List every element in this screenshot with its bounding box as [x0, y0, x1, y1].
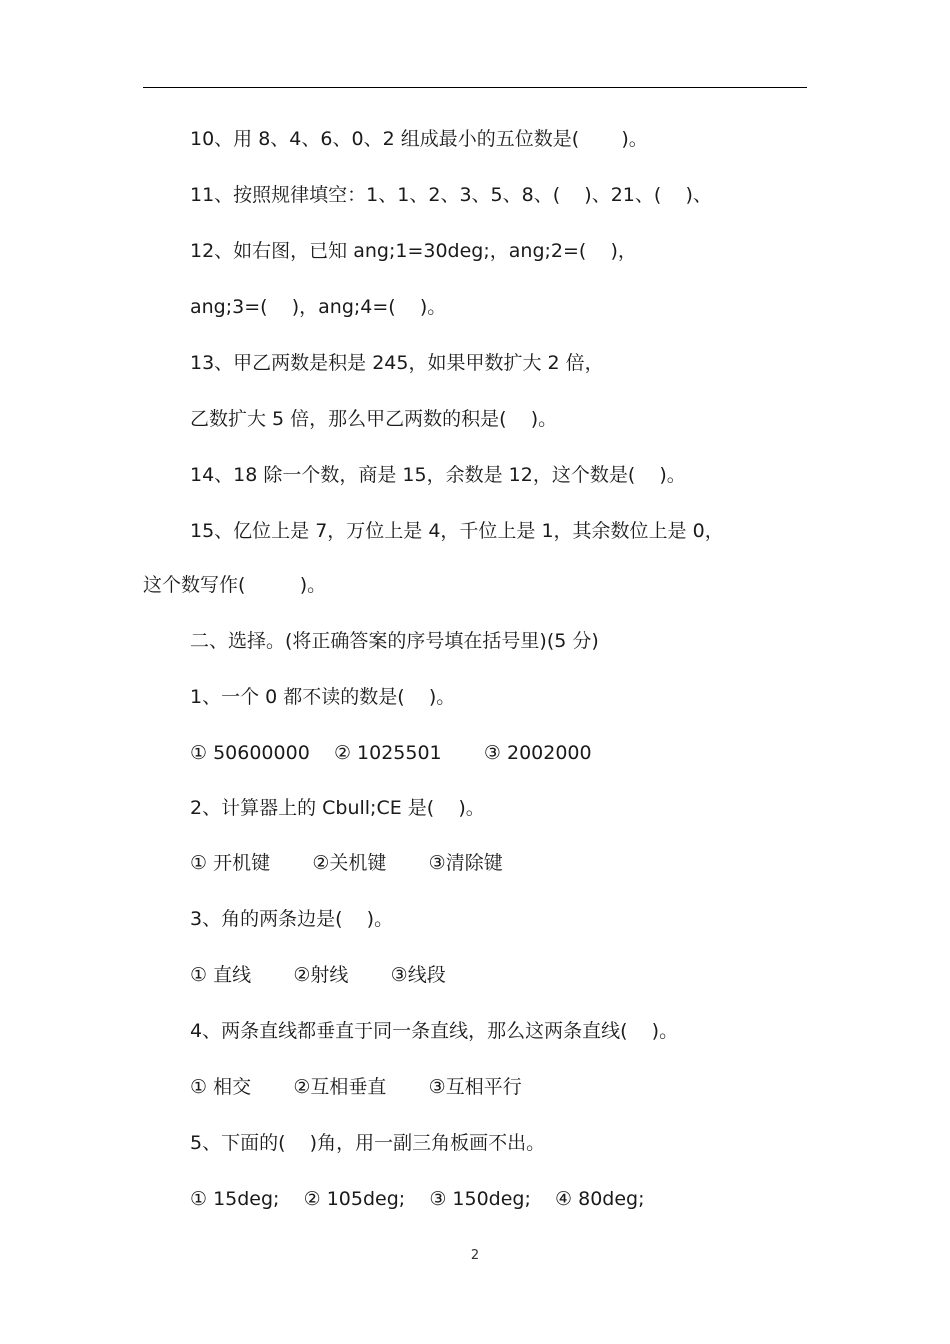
question-12-continued: ang;3=( )，ang;4=( )。 [190, 296, 447, 318]
choice-question-5: 5、下面的( )角，用一副三角板画不出。 [190, 1132, 546, 1154]
question-15-continued: 这个数写作( )。 [143, 574, 327, 596]
question-13: 13、甲乙两数是积是 245，如果甲数扩大 2 倍， [190, 352, 604, 374]
question-12: 12、如右图，已知 ang;1=30deg;，ang;2=( )， [190, 240, 637, 262]
choice-question-2: 2、计算器上的 Cbull;CE 是( )。 [190, 797, 485, 819]
choice-options-4: ① 相交 ②互相垂直 ③互相平行 [190, 1076, 522, 1098]
question-14: 14、18 除一个数，商是 15，余数是 12，这个数是( )。 [190, 464, 686, 486]
choice-options-5: ① 15deg; ② 105deg; ③ 150deg; ④ 80deg; [190, 1188, 645, 1210]
page-number: 2 [470, 1248, 480, 1263]
question-15: 15、亿位上是 7，万位上是 4，千位上是 1，其余数位上是 0， [190, 520, 724, 542]
question-13-continued: 乙数扩大 5 倍，那么甲乙两数的积是( )。 [190, 408, 558, 430]
choice-question-3: 3、角的两条边是( )。 [190, 908, 394, 930]
choice-options-2: ① 开机键 ②关机键 ③清除键 [190, 852, 503, 874]
choice-options-3: ① 直线 ②射线 ③线段 [190, 964, 446, 986]
question-10: 10、用 8、4、6、0、2 组成最小的五位数是( )。 [190, 128, 648, 150]
choice-options-1: ① 50600000 ② 1025501 ③ 2002000 [190, 742, 592, 764]
choice-question-4: 4、两条直线都垂直于同一条直线，那么这两条直线( )。 [190, 1020, 679, 1042]
question-11: 11、按照规律填空：1、1、2、3、5、8、( )、21、( )、 [190, 184, 712, 206]
section-heading-choice: 二、选择。(将正确答案的序号填在括号里)(5 分) [190, 630, 599, 652]
header-rule [143, 87, 807, 88]
choice-question-1: 1、一个 0 都不读的数是( )。 [190, 686, 456, 708]
